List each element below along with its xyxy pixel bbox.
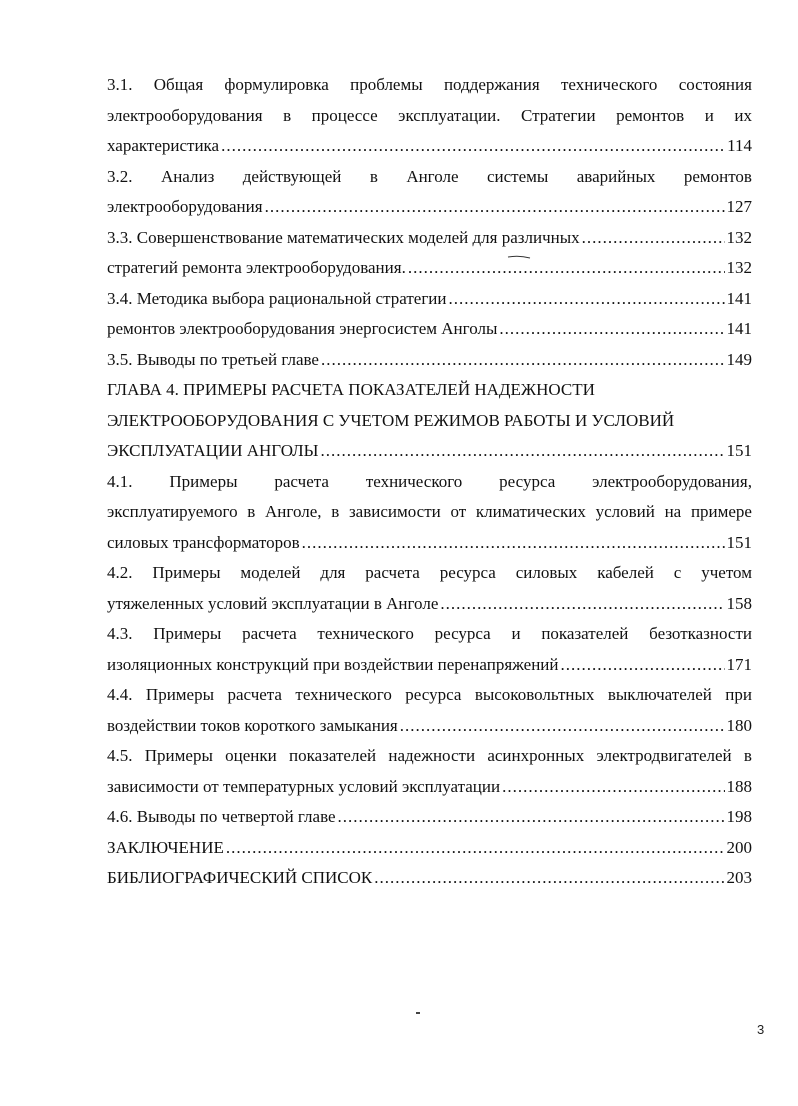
toc-word: Общая — [153, 75, 204, 94]
toc-4-4-line-1 — [107, 680, 752, 711]
toc-page-number: 203 — [726, 868, 752, 887]
toc-page-number: 127 — [726, 197, 752, 216]
toc-entry-text: 4.6. Выводы по четвертой главе — [107, 807, 336, 826]
toc-page-number: 171 — [726, 654, 752, 674]
toc-word: Примеры — [144, 746, 213, 765]
toc-word: 4.2. — [107, 563, 133, 582]
toc-entry-text: зависимости от температурных условий эксплуатации — [107, 776, 501, 796]
toc-page-number: 149 — [726, 349, 752, 369]
toc-word: климатических — [475, 502, 586, 521]
toc-word: ресурса — [499, 471, 556, 491]
dot-leader — [265, 192, 725, 223]
toc-4-4-line-2 — [107, 711, 752, 742]
toc-chapter-4-line-2 — [107, 406, 752, 437]
toc-word: ремонтов — [683, 166, 752, 186]
dot-leader — [440, 589, 724, 620]
toc-word: 3.2. — [107, 166, 133, 186]
toc-word: 3.1. — [107, 75, 133, 94]
toc-word: поддержания — [443, 75, 540, 94]
toc-4-1-line-2 — [107, 497, 752, 528]
toc-page-number: 151 — [726, 441, 752, 460]
toc-word: Примеры — [153, 624, 222, 643]
toc-word: в — [743, 746, 752, 765]
toc-word: высоковольтных — [474, 685, 595, 704]
table-of-contents — [107, 70, 752, 894]
toc-word: асинхронных — [487, 746, 585, 765]
toc-word: в — [247, 502, 256, 521]
toc-3-3-line-1 — [107, 223, 752, 254]
toc-3-3-line-2 — [107, 253, 752, 284]
toc-3-5-line-1 — [107, 345, 752, 376]
toc-entry-text: электрооборудования — [107, 197, 263, 216]
page-number: 3 — [757, 1022, 765, 1037]
toc-page-number: 180 — [726, 715, 752, 735]
toc-chapter-4-line-1 — [107, 375, 752, 406]
toc-entry-text: ЗАКЛЮЧЕНИЕ — [107, 837, 224, 857]
toc-4-1-line-3 — [107, 528, 752, 559]
toc-word: 4.5. — [107, 746, 133, 765]
toc-word: и — [511, 624, 521, 643]
toc-entry-text: ремонтов электрооборудования энергосистем Анголы — [107, 319, 498, 338]
toc-4-5-line-1 — [107, 741, 752, 772]
toc-word: условий — [595, 502, 655, 521]
toc-entry-text: характеристика — [107, 136, 220, 155]
toc-word: примере — [690, 502, 752, 521]
toc-word: кабелей — [597, 563, 654, 582]
toc-3-4-line-1 — [107, 284, 752, 315]
toc-3-1-line-2 — [107, 101, 752, 132]
toc-chapter-title: ЭЛЕКТРООБОРУДОВАНИЯ С УЧЕТОМ РЕЖИМОВ РАБОТЫ И УСЛОВИЙ — [107, 410, 675, 430]
toc-word: силовых — [515, 563, 578, 582]
toc-word: Анголе, — [265, 502, 322, 521]
dot-leader — [221, 131, 725, 162]
dot-leader — [582, 223, 725, 254]
dot-leader — [502, 772, 724, 803]
toc-word: 4.3. — [107, 624, 133, 643]
toc-word: для — [320, 563, 346, 582]
dot-leader — [321, 345, 725, 376]
toc-word: 4.4. — [107, 685, 133, 704]
toc-4-1-line-1 — [107, 467, 752, 498]
toc-page-number: 132 — [726, 258, 752, 277]
toc-word: оценки — [225, 746, 277, 765]
dot-leader — [374, 863, 724, 894]
toc-entry-text: 3.4. Методика выбора рациональной стратегии — [107, 288, 447, 308]
toc-page-number: 141 — [726, 319, 752, 338]
toc-page-number: 151 — [726, 532, 752, 552]
toc-page-number: 188 — [726, 776, 752, 796]
toc-bibliography — [107, 863, 752, 894]
toc-word: состояния — [678, 75, 752, 94]
toc-word: эксплуатации. — [398, 105, 501, 125]
toc-word: в — [369, 166, 378, 186]
toc-word: моделей — [240, 563, 301, 582]
toc-word: технического — [295, 685, 392, 704]
toc-entry-text: БИБЛИОГРАФИЧЕСКИЙ СПИСОК — [107, 868, 373, 887]
toc-4-2-line-1 — [107, 558, 752, 589]
dot-leader — [449, 284, 725, 315]
toc-word: в — [331, 502, 340, 521]
toc-conclusion — [107, 833, 752, 864]
toc-word: показателей — [541, 624, 629, 643]
toc-word: Стратегии — [521, 105, 596, 125]
toc-3-1-line-1 — [107, 70, 752, 101]
dot-leader — [226, 833, 725, 864]
scan-speck — [416, 1012, 420, 1014]
toc-page-number: 114 — [727, 136, 752, 155]
toc-word: учетом — [701, 563, 752, 582]
toc-page-number: 141 — [726, 288, 752, 308]
toc-word: показателей — [289, 746, 377, 765]
toc-3-2-line-1 — [107, 162, 752, 193]
toc-3-2-line-2 — [107, 192, 752, 223]
toc-entry-text: стратегий ремонта электрооборудования. — [107, 258, 406, 277]
dot-leader — [338, 802, 725, 833]
toc-word: действующей — [242, 166, 342, 186]
toc-page-number: 132 — [726, 227, 752, 247]
toc-word: расчета — [227, 685, 282, 704]
pen-stroke-mark — [507, 255, 531, 259]
toc-word: надежности — [388, 746, 476, 765]
toc-word: Анализ — [160, 166, 215, 186]
toc-4-2-line-2 — [107, 589, 752, 620]
toc-word: расчета — [365, 563, 420, 582]
toc-word: системы — [486, 166, 549, 186]
toc-word: и — [704, 105, 714, 125]
toc-word: технического — [317, 624, 414, 643]
toc-4-3-line-1 — [107, 619, 752, 650]
toc-word: Примеры — [152, 563, 221, 582]
toc-word: эксплуатируемого — [107, 502, 238, 521]
toc-word: технического — [560, 75, 658, 94]
toc-word: ресурса — [434, 624, 491, 643]
toc-word: ресурса — [439, 563, 496, 582]
toc-word: зависимости — [348, 502, 441, 521]
toc-4-6-line-1 — [107, 802, 752, 833]
toc-word: технического — [365, 471, 463, 491]
toc-word: электрооборудования, — [592, 471, 752, 491]
toc-entry-text: изоляционных конструкций при воздействии перенапряжений — [107, 654, 559, 674]
toc-4-5-line-2 — [107, 772, 752, 803]
toc-entry-text: 3.5. Выводы по третьей главе — [107, 349, 319, 369]
toc-word: Анголе — [406, 166, 459, 186]
toc-word: расчета — [274, 471, 329, 491]
toc-chapter-4-line-3 — [107, 436, 752, 467]
toc-word: при — [725, 685, 752, 704]
dot-leader — [302, 528, 725, 559]
toc-word: Примеры — [169, 471, 238, 491]
dot-leader — [321, 436, 725, 467]
toc-word: ресурса — [405, 685, 462, 704]
toc-page-number: 158 — [726, 593, 752, 613]
dot-leader — [499, 314, 724, 345]
toc-3-4-line-2 — [107, 314, 752, 345]
toc-word: формулировка — [224, 75, 329, 94]
toc-word: с — [673, 563, 682, 582]
toc-word: от — [450, 502, 467, 521]
toc-entry-text: силовых трансформаторов — [107, 532, 300, 552]
toc-word: расчета — [242, 624, 297, 643]
toc-word: процессе — [311, 105, 378, 125]
toc-word: в — [283, 105, 292, 125]
toc-word: электродвигателей — [596, 746, 732, 765]
toc-3-1-line-3 — [107, 131, 752, 162]
toc-word: ремонтов — [616, 105, 685, 125]
toc-entry-text: воздействии токов короткого замыкания — [107, 715, 398, 735]
toc-entry-text: 3.3. Совершенствование математических моделей для различных — [107, 227, 580, 247]
toc-word: на — [664, 502, 682, 521]
toc-word: Примеры — [145, 685, 215, 704]
toc-word: выключателей — [607, 685, 712, 704]
toc-4-3-line-2 — [107, 650, 752, 681]
dot-leader — [408, 253, 725, 284]
dot-leader — [561, 650, 725, 681]
dot-leader — [400, 711, 725, 742]
toc-word: электрооборудования — [107, 105, 263, 125]
toc-word: проблемы — [350, 75, 423, 94]
toc-word: безотказности — [649, 624, 752, 643]
toc-chapter-title: ГЛАВА 4. ПРИМЕРЫ РАСЧЕТА ПОКАЗАТЕЛЕЙ НАДЕЖНОСТИ — [107, 380, 595, 399]
toc-page-number: 200 — [726, 837, 752, 857]
toc-chapter-title: ЭКСПЛУАТАЦИИ АНГОЛЫ — [107, 441, 319, 460]
toc-word: их — [734, 105, 752, 125]
toc-word: 4.1. — [107, 471, 133, 491]
toc-page-number: 198 — [726, 807, 752, 826]
toc-word: аварийных — [576, 166, 656, 186]
toc-entry-text: утяжеленных условий эксплуатации в Анголе — [107, 593, 439, 613]
